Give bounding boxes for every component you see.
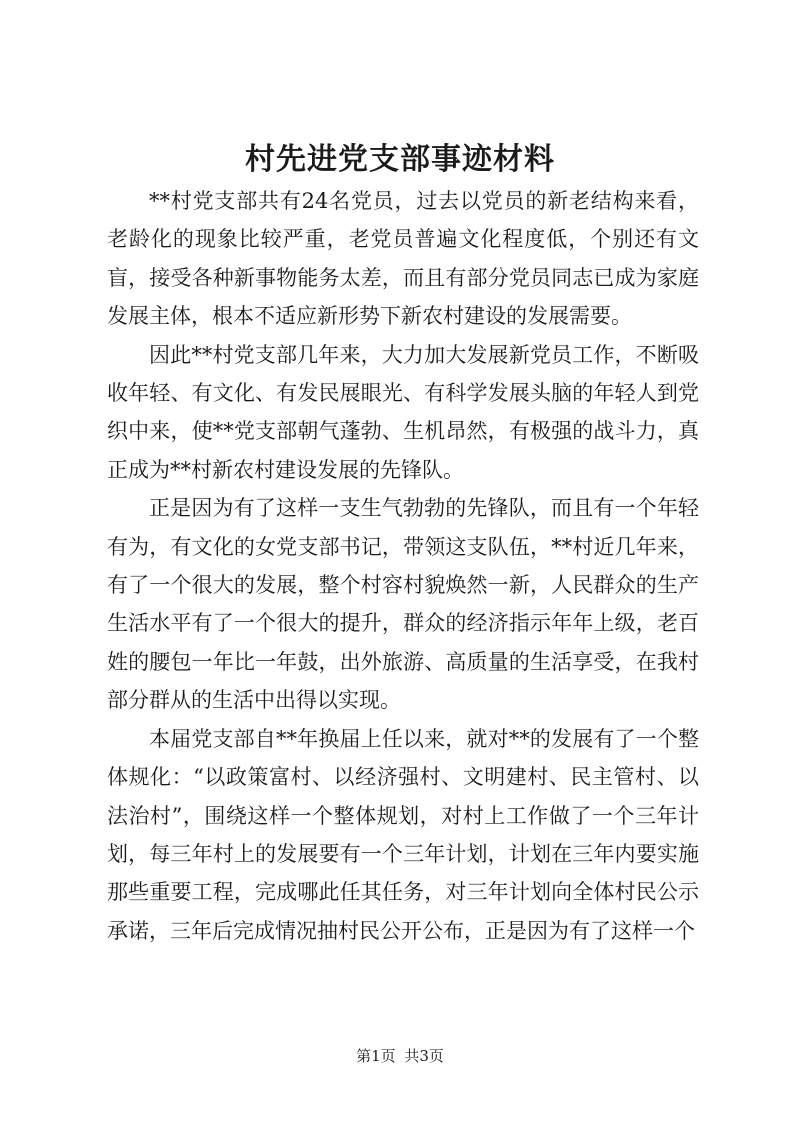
paragraph: 本届党支部自**年换届上任以来，就对**的发展有了一个整体规化：“以政策富村、以经济强村、文明建村、民主管村、以法治村”，围绕这样一个整体规划，对村上工作做了一个三年计划，每三年村上的发展要有一个三年计划，计划在三年内要实施那些重要工程，完成哪此任其任务，对三年计划向全体村民公示承诺，三年后完成情况抽村民公开公布，正是因为有了这样一个 [107,726,699,943]
document-body [107,182,699,950]
paragraph: 正是因为有了这样一支生气勃勃的先锋队，而且有一个年轻有为，有文化的女党支部书记，带领这支队伍，**村近几年来，有了一个很大的发展，整个村容村貌焕然一新，人民群众的生产生活水平有了一个很大的提升，群众的经济指示年年上级，老百姓的腰包一年比一年鼓，出外旅游、高质量的生活享受，在我村部分群从的生活中出得以实现。 [107,496,699,713]
page-number-footer: 第1页 共3页 [356,1047,444,1065]
paragraph: **村党支部共有24名党员，过去以党员的新老结构来看，老龄化的现象比较严重，老党员普遍文化程度低，个别还有文盲，接受各种新事物能务太差，而且有部分党员同志已成为家庭发展主体，根本不适应新形势下新农村建设的发展需要。 [107,189,699,329]
paragraph: 因此**村党支部几年来，大力加大发展新党员工作，不断吸收年轻、有文化、有发民展眼光、有科学发展头脑的年轻人到党织中来，使**党支部朝气蓬勃、生机昂然，有极强的战斗力，真正成为**村新农村建设发展的先锋队。 [107,342,699,482]
document-title: 村先进党支部事迹材料 [245,142,555,177]
